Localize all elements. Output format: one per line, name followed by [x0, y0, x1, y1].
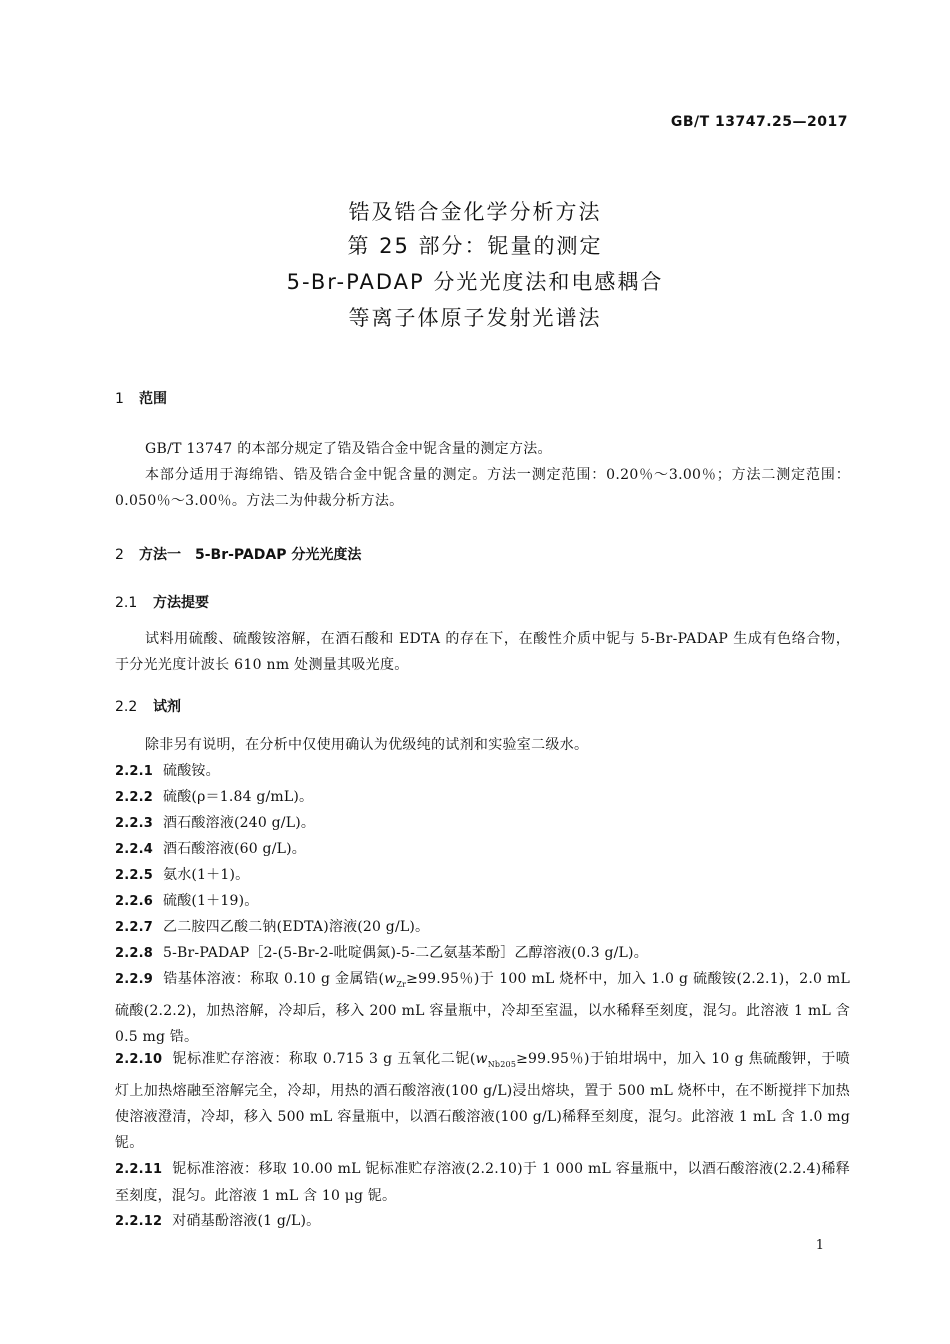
item-text: 铌标准溶液：移取 10.00 mL 铌标准贮存溶液(2.2.10)于 1 000 mL 容量瓶中，以酒石酸溶液(2.2.4)稀释至刻度，混匀。此溶液 1 mL 含 10 μg 铌。 [115, 1161, 850, 1204]
mass-fraction-symbol: w [384, 971, 397, 987]
item-text-pre: 铌标准贮存溶液：称取 0.715 3 g 五氧化二铌( [172, 1051, 476, 1067]
reagent-item [115, 940, 850, 967]
standard-number: GB/T 13747.25—2017 [670, 114, 848, 130]
subsection-number: 2.1 [115, 595, 138, 611]
title-line-2: 第 25 部分：铌量的测定 [347, 234, 603, 258]
title-line-4: 等离子体原子发射光谱法 [348, 306, 602, 330]
item-text: 硫酸(ρ＝1.84 g/mL)。 [163, 789, 314, 805]
item-number: 2.2.1 [115, 764, 154, 779]
item-text-post: ≥99.95％)于铂坩埚中，加入 10 g 焦硫酸钾，于喷灯上加热熔融至溶解完全，冷却，用热的酒石酸溶液(100 g/L)浸出熔块，置于 500 mL 烧杯中，在不断搅拌下加热使溶液澄清，冷却，移入 500 mL 容量瓶中，以酒石酸溶液(100 g/L)稀释至刻度，混匀。此溶液 1 mL 含 1.0 mg 铌。 [115, 1051, 850, 1151]
title-line-3: 5-Br-PADAP 分光光度法和电感耦合 [286, 270, 664, 294]
mass-fraction-symbol: w [475, 1051, 488, 1067]
section-2-heading [115, 544, 361, 564]
section-number: 2 [115, 547, 124, 563]
reagent-item [115, 888, 850, 915]
reagent-item [115, 784, 850, 811]
item-text: 酒石酸溶液(240 g/L)。 [163, 815, 316, 831]
item-number: 2.2.11 [115, 1162, 163, 1177]
title-line-1: 锆及锆合金化学分析方法 [348, 200, 602, 224]
item-number: 2.2.9 [115, 972, 154, 987]
scope-paragraph-2: 本部分适用于海绵锆、锆及锆合金中铌含量的测定。方法一测定范围：0.20％～3.00％；方法二测定范围：0.050％～3.00％。方法二为仲裁分析方法。 [115, 467, 850, 509]
item-number: 2.2.4 [115, 842, 154, 857]
reagent-item [115, 1046, 850, 1156]
item-text: 5-Br-PADAP［2-(5-Br-2-吡啶偶氮)-5-二乙氨基苯酚］乙醇溶液(0.3 g/L)。 [163, 945, 648, 961]
item-text-post: ≥99.95％)于 100 mL 烧杯中，加入 1.0 g 硫酸铵(2.2.1)，2.0 mL 硫酸(2.2.2)，加热溶解，冷却后，移入 200 mL 容量瓶中，冷却至室温，以水稀释至刻度，混匀。此溶液 1 mL 含 0.5 mg 锆。 [115, 971, 850, 1045]
subscript: Nb205 [487, 1059, 517, 1069]
subsection-title: 方法提要 [153, 595, 209, 611]
item-text: 硫酸(1＋19)。 [163, 893, 259, 909]
item-number: 2.2.10 [115, 1052, 163, 1067]
scope-paragraph-1: GB/T 13747 的本部分规定了锆及锆合金中铌含量的测定方法。 [145, 441, 552, 457]
reagent-item [115, 758, 850, 785]
reagent-item [115, 862, 850, 889]
reagent-item [115, 966, 850, 1050]
subsection-number: 2.2 [115, 699, 138, 715]
reagent-item [115, 914, 850, 941]
section-2-1-heading [115, 592, 209, 612]
method-summary-paragraph: 试料用硫酸、硫酸铵溶解，在酒石酸和 EDTA 的存在下，在酸性介质中铌与 5-Br-PADAP 生成有色络合物，于分光光度计波长 610 nm 处测量其吸光度。 [115, 631, 850, 673]
item-text: 对硝基酚溶液(1 g/L)。 [172, 1213, 321, 1229]
page-number: 1 [815, 1238, 824, 1253]
item-text: 硫酸铵。 [163, 763, 220, 779]
subsection-title: 试剂 [153, 699, 181, 715]
section-title: 方法一 5-Br-PADAP 分光光度法 [139, 547, 362, 563]
item-number: 2.2.3 [115, 816, 154, 831]
section-2-2-heading [115, 696, 181, 716]
item-text: 酒石酸溶液(60 g/L)。 [163, 841, 306, 857]
item-number: 2.2.5 [115, 868, 154, 883]
item-text-pre: 锆基体溶液：称取 0.10 g 金属锆( [163, 971, 385, 987]
reagent-item [115, 1208, 850, 1235]
reagent-item [115, 836, 850, 863]
item-number: 2.2.2 [115, 790, 154, 805]
section-number: 1 [115, 391, 124, 407]
reagent-item [115, 1156, 850, 1209]
item-number: 2.2.8 [115, 946, 154, 961]
reagent-item [115, 810, 850, 837]
subscript: Zr [396, 979, 407, 989]
item-number: 2.2.7 [115, 920, 154, 935]
section-title: 范围 [139, 391, 167, 407]
item-number: 2.2.6 [115, 894, 154, 909]
item-number: 2.2.12 [115, 1214, 163, 1229]
item-text: 氨水(1＋1)。 [163, 867, 250, 883]
section-1-heading [115, 388, 167, 408]
item-text: 乙二胺四乙酸二钠(EDTA)溶液(20 g/L)。 [163, 919, 430, 935]
reagents-intro: 除非另有说明，在分析中仅使用确认为优级纯的试剂和实验室二级水。 [145, 737, 589, 753]
